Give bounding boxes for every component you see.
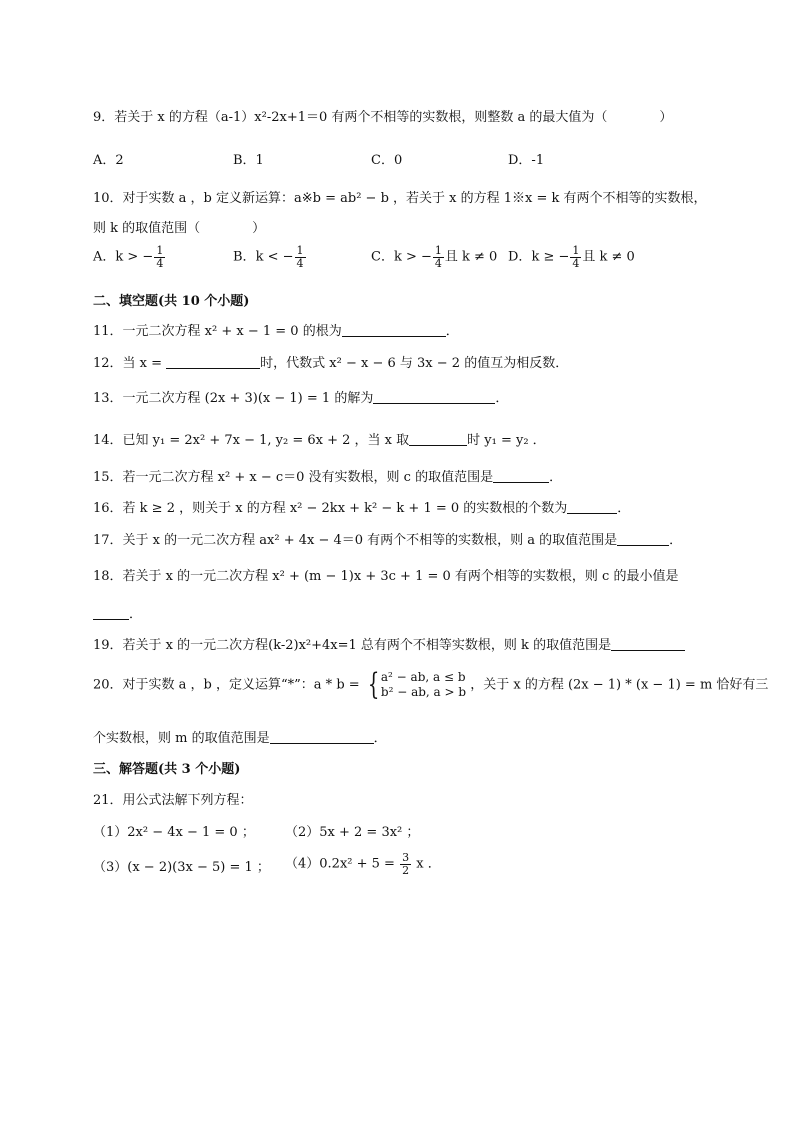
- question-12: 12．当 x = 时，代数式 x² − x − 6 与 3x − 2 的值互为相反数．: [93, 356, 569, 371]
- q10-option-d: D．k ≥ − $\frac{1}{4}$ 且 k ≠ 0: [508, 244, 635, 270]
- piecewise-definition: { a² − ab, a ≤ b b² − ab, a > b: [367, 667, 467, 702]
- section-heading-fill-in: 二、填空题(共 10 个小题): [93, 294, 250, 309]
- answer-blank[interactable]: [617, 532, 669, 546]
- question-9: 9．若关于 x 的方程（a-1）x²-2x+1＝0 有两个不相等的实数根，则整数 a 的最大值为（ ）: [93, 110, 673, 125]
- question-18-line-2: ．: [93, 603, 142, 622]
- fraction: $\frac{1}{4}$: [156, 244, 164, 270]
- question-10-line-2: 则 k 的取值范围（ ）: [93, 221, 266, 236]
- q10-option-a: A．k > − $\frac{1}{4}$: [93, 244, 164, 270]
- question-10-options: [93, 245, 733, 279]
- question-10-line-1: 10．对于实数 a ，b 定义新运算：a※b = ab² − b ，若关于 x 的方程 1※x = k 有两个不相等的实数根，: [93, 191, 707, 206]
- question-21-part-3: （3）(x − 2)(3x − 5) = 1 ；: [93, 860, 270, 875]
- answer-blank[interactable]: [493, 469, 549, 483]
- question-14: 14．已知 y₁ = 2x² + 7x − 1, y₂ = 6x + 2 ，当 x 取 时 y₁ = y₂ ．: [93, 433, 546, 448]
- answer-blank[interactable]: [373, 390, 495, 404]
- answer-blank[interactable]: [166, 355, 260, 369]
- fraction: $\frac{1}{4}$: [572, 244, 580, 270]
- question-21-part-1: （1）2x² − 4x − 1 = 0 ；: [93, 825, 255, 840]
- question-19: 19．若关于 x 的一元二次方程(k-2)x²+4x=1 总有两个不相等实数根，则 k 的取值范围是: [93, 634, 685, 653]
- answer-blank[interactable]: [270, 730, 374, 744]
- answer-blank[interactable]: [342, 323, 446, 337]
- fraction: $\frac{3}{2}$: [402, 851, 410, 877]
- q10-option-c: C．k > − $\frac{1}{4}$ 且 k ≠ 0: [371, 244, 498, 270]
- q10-option-b: B．k < − $\frac{1}{4}$: [233, 244, 304, 270]
- question-20-line-2: 个实数根，则 m 的取值范围是 ．: [93, 731, 387, 746]
- q9-option-c: C．0: [371, 153, 403, 168]
- question-21-title: 21．用公式法解下列方程：: [93, 793, 253, 808]
- q9-option-a: A．2: [93, 153, 124, 168]
- question-11: 11．一元二次方程 x² + x − 1 = 0 的根为 ．: [93, 324, 459, 339]
- fraction: $\frac{1}{4}$: [296, 244, 304, 270]
- question-17: 17．关于 x 的一元二次方程 ax² + 4x − 4＝0 有两个不相等的实数根，则 a 的取值范围是 ．: [93, 533, 683, 548]
- question-20-line-1: 20．对于实数 a ，b ，定义运算“*”：a * b = { a² − ab, a ≤ b b² − ab, a > b ，关于 x 的方程 (2x − 1) * (x − 1) = m 恰好有三: [93, 667, 769, 702]
- question-16: 16．若 k ≥ 2 ，则关于 x 的方程 x² − 2kx + k² − k + 1 = 0 的实数根的个数为 ．: [93, 501, 631, 516]
- answer-blank[interactable]: [567, 500, 617, 514]
- question-13: 13．一元二次方程 (2x + 3)(x − 1) = 1 的解为 ．: [93, 391, 509, 406]
- answer-blank[interactable]: [409, 432, 467, 446]
- question-21-part-2: （2）5x + 2 = 3x² ；: [285, 825, 420, 840]
- question-21-part-4: （4）0.2x² + 5 = $\frac{3}{2}$ x ．: [285, 851, 441, 877]
- q9-option-b: B．1: [233, 153, 264, 168]
- answer-blank[interactable]: [93, 606, 129, 620]
- question-15: 15．若一元二次方程 x² + x − c＝0 没有实数根，则 c 的取值范围是 ．: [93, 470, 563, 485]
- section-heading-solve: 三、解答题(共 3 个小题): [93, 762, 241, 777]
- q9-option-d: D．-1: [508, 153, 545, 168]
- left-brace: {: [367, 667, 380, 702]
- answer-blank[interactable]: [611, 637, 685, 651]
- question-18-line-1: 18．若关于 x 的一元二次方程 x² + (m − 1)x + 3c + 1 = 0 有两个相等的实数根，则 c 的最小值是: [93, 569, 679, 584]
- fraction: $\frac{1}{4}$: [434, 244, 442, 270]
